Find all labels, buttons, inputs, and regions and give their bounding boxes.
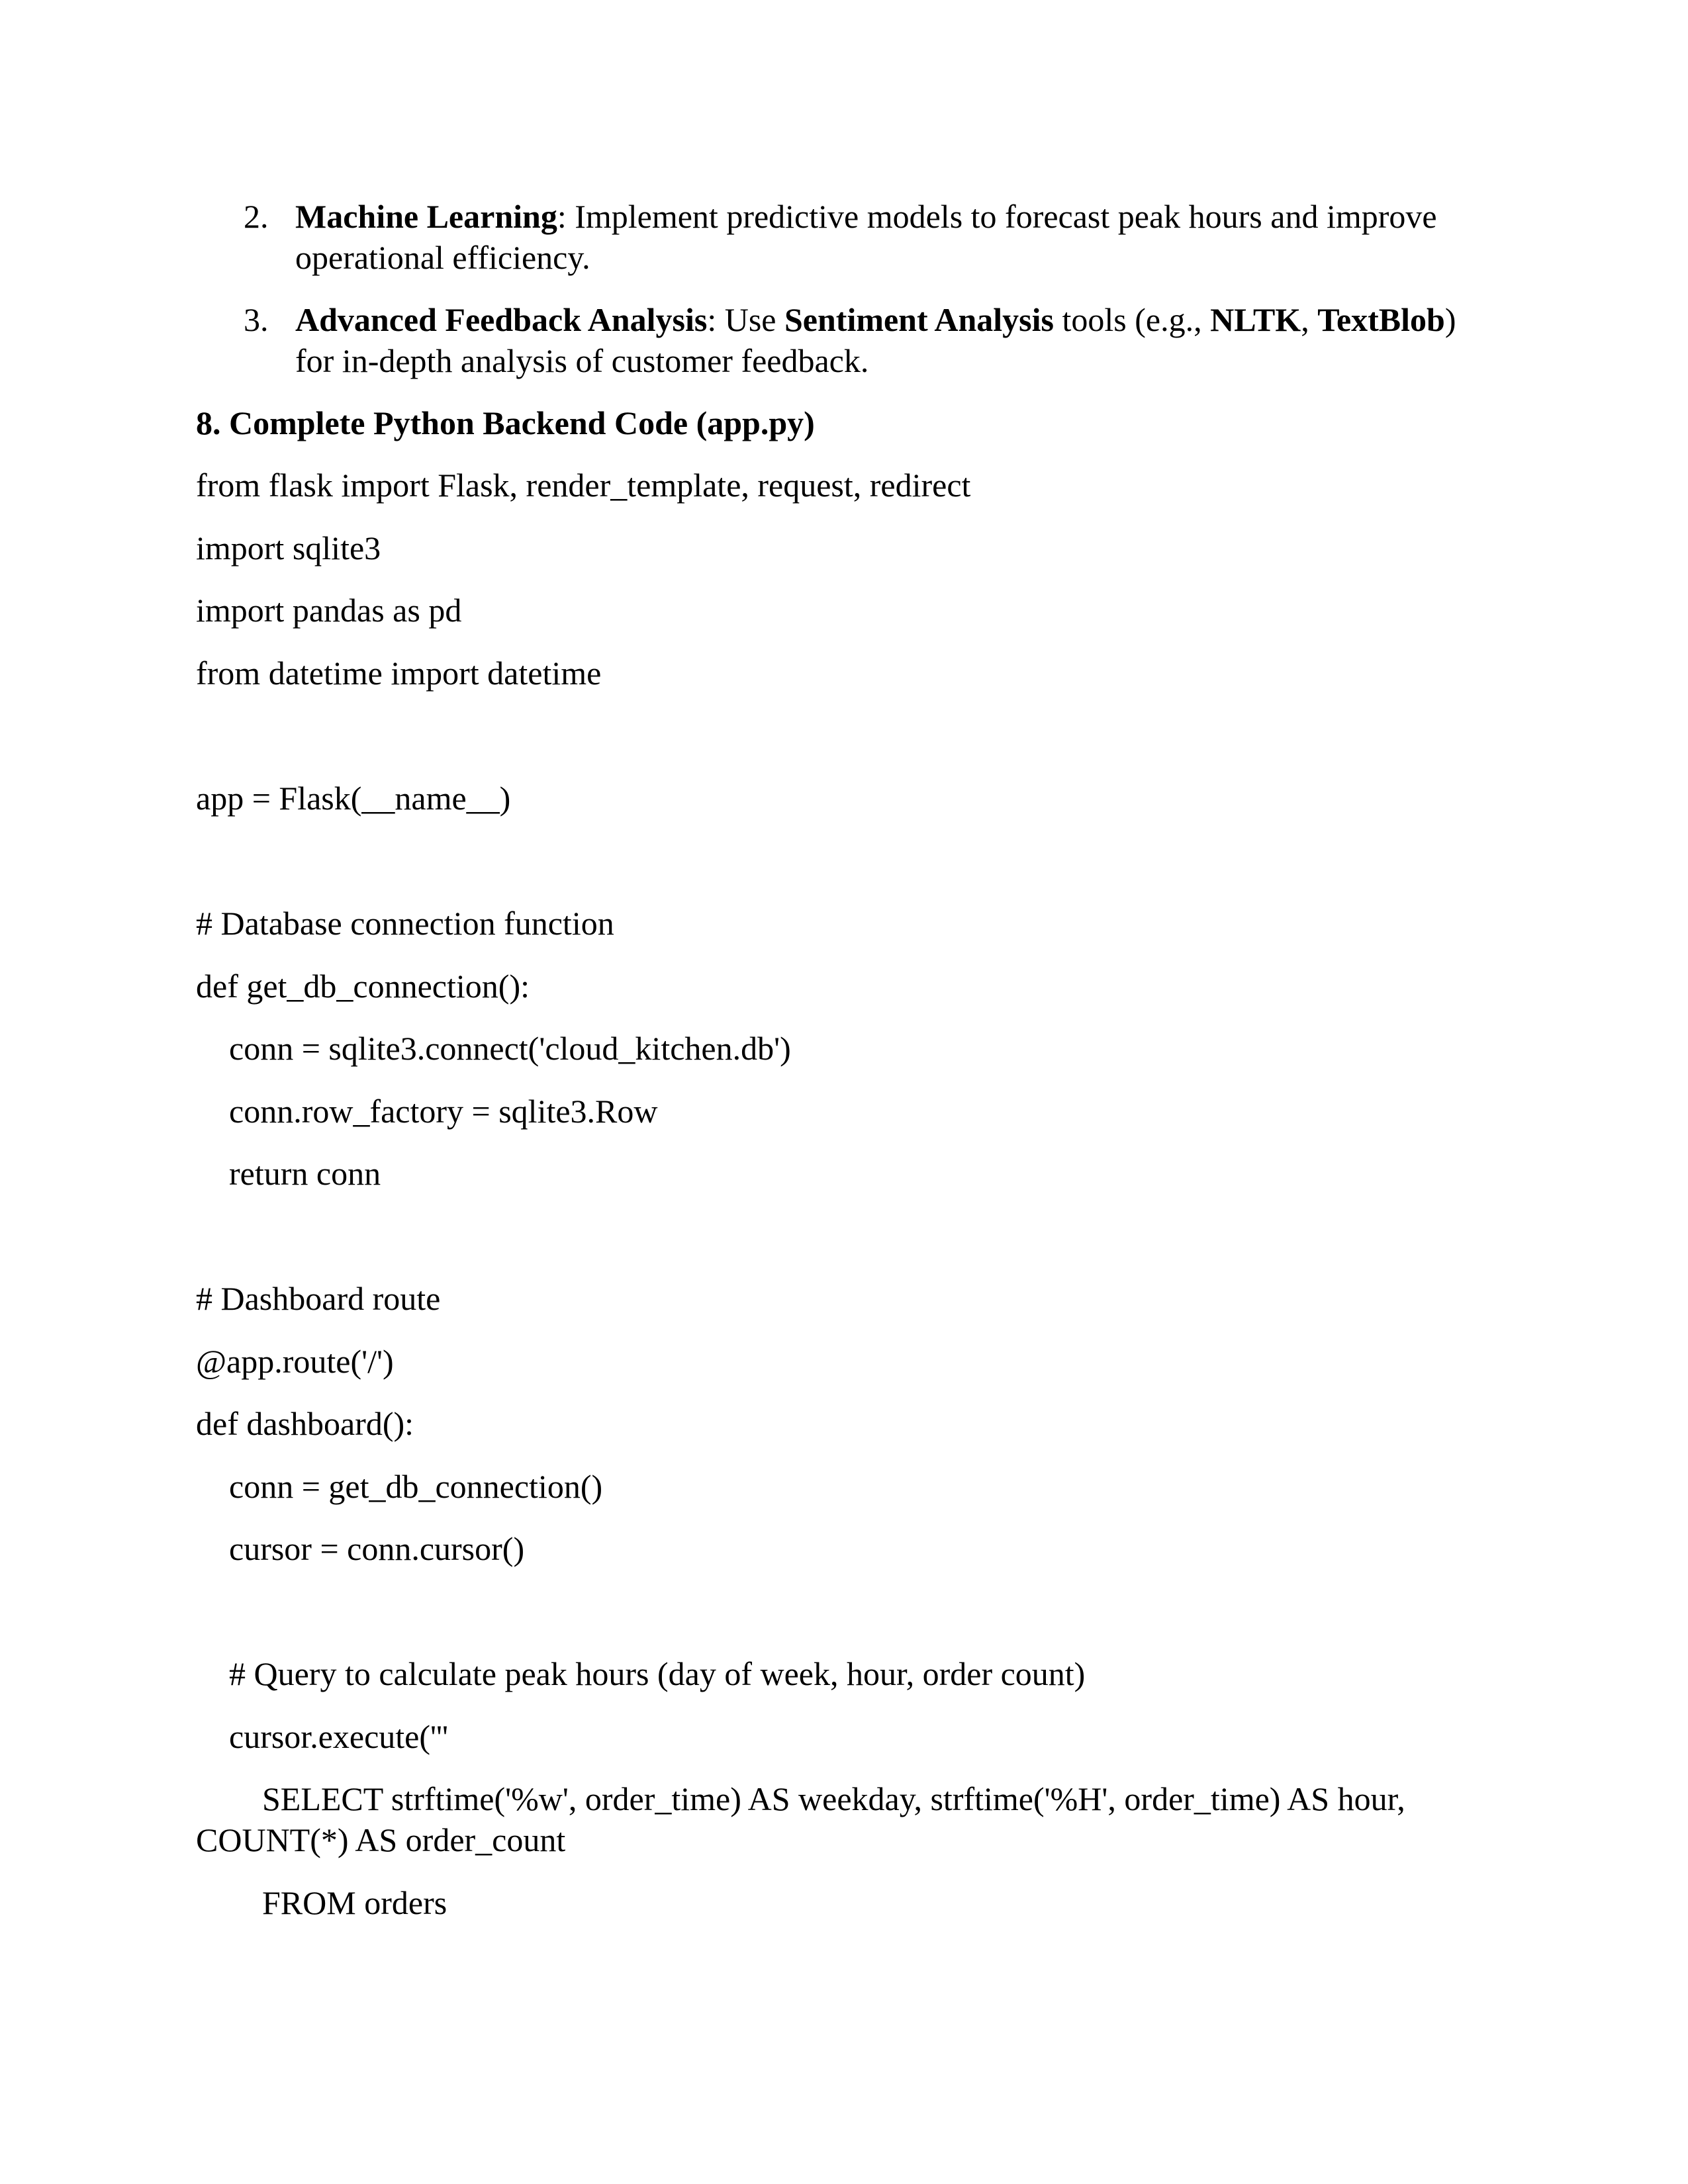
code-comment-db: # Database connection function	[196, 905, 614, 942]
list-item-3-text-cont: for in-depth analysis of customer feedback.	[295, 342, 869, 379]
list-number-2: 2.	[244, 198, 269, 235]
list-item-2-text-cont: operational efficiency.	[295, 239, 590, 276]
list-item-3-text-d: )	[1444, 301, 1456, 338]
list-item-2	[295, 196, 1613, 278]
code-line-17: cursor.execute('''	[229, 1718, 449, 1755]
list-item-3-term-textblob: TextBlob	[1317, 301, 1445, 338]
code-line-9: conn.row_factory = sqlite3.Row	[229, 1093, 658, 1130]
code-line-3: import pandas as pd	[196, 592, 462, 629]
list-item-3-text-a: : Use	[707, 301, 784, 338]
list-item-3-term-sentiment: Sentiment Analysis	[784, 301, 1054, 338]
code-line-4: from datetime import datetime	[196, 655, 602, 692]
code-line-8: conn = sqlite3.connect('cloud_kitchen.db')	[229, 1030, 791, 1067]
code-line-14: conn = get_db_connection()	[229, 1468, 603, 1505]
code-line-13: def dashboard():	[196, 1405, 414, 1442]
code-line-19: FROM orders	[262, 1884, 447, 1921]
code-line-5: app = Flask(__name__)	[196, 780, 511, 817]
code-comment-dashboard: # Dashboard route	[196, 1280, 441, 1317]
list-item-2-text: : Implement predictive models to forecast peak hours and improve	[557, 198, 1437, 235]
code-line-1: from flask import Flask, render_template, request, redirect	[196, 467, 971, 504]
list-item-3-term-nltk: NLTK	[1210, 301, 1301, 338]
code-line-12: @app.route('/')	[196, 1343, 394, 1380]
code-comment-query: # Query to calculate peak hours (day of week, hour, order count)	[229, 1655, 1086, 1692]
code-line-10: return conn	[229, 1155, 381, 1192]
code-line-18	[196, 1778, 1688, 1860]
list-item-2-term: Machine Learning	[295, 198, 557, 235]
code-line-2: import sqlite3	[196, 529, 381, 567]
section-heading: 8. Complete Python Backend Code (app.py)	[196, 404, 815, 441]
list-item-3	[295, 299, 1613, 381]
code-line-18-part-2: COUNT(*) AS order_count	[196, 1821, 566, 1858]
code-line-15: cursor = conn.cursor()	[229, 1530, 525, 1567]
code-line-18-part-1: SELECT strftime('%w', order_time) AS weekday, strftime('%H', order_time) AS hour,	[262, 1780, 1405, 1817]
code-line-7: def get_db_connection():	[196, 968, 530, 1005]
list-item-3-text-b: tools (e.g.,	[1054, 301, 1211, 338]
list-item-3-term: Advanced Feedback Analysis	[295, 301, 708, 338]
list-item-3-text-c: ,	[1301, 301, 1318, 338]
list-number-3: 3.	[244, 301, 269, 338]
